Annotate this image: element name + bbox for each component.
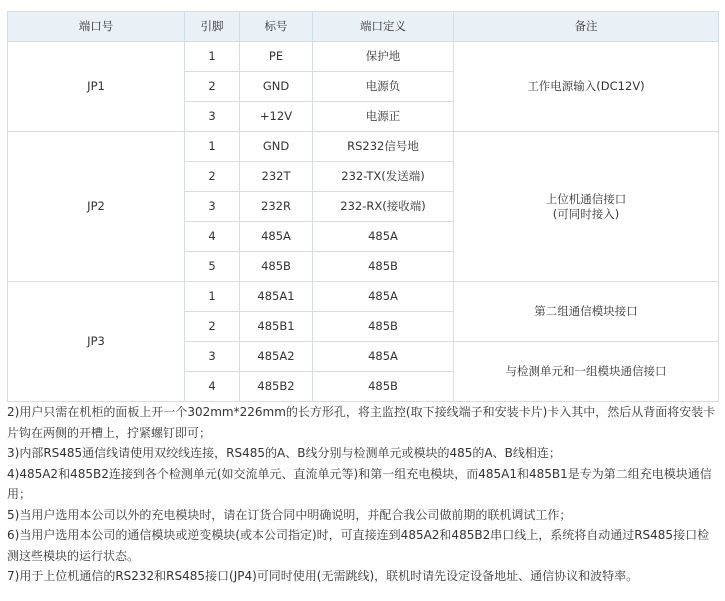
- pin-cell: 2: [185, 72, 240, 102]
- definition-cell: 保护地: [313, 42, 454, 72]
- definition-cell: 电源正: [313, 102, 454, 132]
- pin-cell: 3: [185, 192, 240, 222]
- label-cell: 232R: [240, 192, 313, 222]
- label-cell: GND: [240, 72, 313, 102]
- definition-cell: 485B: [313, 312, 454, 342]
- table-row: [8, 42, 719, 72]
- note-paragraph: 5)当用户选用本公司以外的充电模块时，请在订货合同中明确说明，并配合我公司做前期的联机调试工作；: [7, 507, 572, 522]
- note-paragraph: 3)内部RS485通信线请使用双绞线连接，RS485的A、B线分别与检测单元或模块的485的A、B线相连；: [7, 446, 561, 460]
- definition-cell: 485A: [313, 342, 454, 372]
- label-cell: PE: [240, 42, 313, 72]
- pin-cell: 1: [185, 282, 240, 312]
- definition-cell: RS232信号地: [313, 132, 454, 162]
- header-definition: 端口定义: [313, 12, 454, 42]
- pin-cell: 1: [185, 132, 240, 162]
- header-remark: 备注: [454, 12, 719, 42]
- remark-line: 工作电源输入(DC12V): [527, 79, 645, 93]
- pin-cell: 4: [185, 222, 240, 252]
- label-cell: 485A: [240, 222, 313, 252]
- definition-cell: 485A: [313, 282, 454, 312]
- pin-cell: 5: [185, 252, 240, 282]
- remark-cell: [454, 342, 719, 402]
- remark-cell: [454, 42, 719, 132]
- table-row: [8, 132, 719, 162]
- port-definition-table: [7, 11, 719, 402]
- definition-cell: 485A: [313, 222, 454, 252]
- definition-cell: 485B: [313, 252, 454, 282]
- remark-cell: [454, 282, 719, 342]
- label-cell: GND: [240, 132, 313, 162]
- note-paragraph: 4)485A2和485B2连接到各个检测单元(如交流单元、直流单元等)和第一组充电模块，而485A1和485B1是专为第二组充电模块通信用；: [7, 466, 712, 501]
- remark-line: 上位机通信接口: [545, 191, 627, 206]
- label-cell: 485B1: [240, 312, 313, 342]
- remark-line: 与检测单元和一组模块通信接口: [505, 364, 667, 378]
- pin-cell: 1: [185, 42, 240, 72]
- note-paragraph: 6)当用户选用本公司的通信模块或逆变模块(或本公司指定)时，可直接连到485A2和485B2串口线上，系统将自动通过RS485接口检测这些模块的运行状态。: [7, 528, 710, 563]
- note-paragraph: 2)用户只需在机柜的面板上开一个302mm*226mm的长方形孔，将主监控(取下接线端子和安装卡片)卡入其中，然后从背面将安装卡片钩在两侧的开槽上，拧紧螺钉即可；: [7, 405, 716, 440]
- definition-cell: 电源负: [313, 72, 454, 102]
- table-row: [8, 282, 719, 312]
- label-cell: 485B2: [240, 372, 313, 402]
- remark-cell: [454, 132, 719, 282]
- port-cell: JP1: [8, 42, 185, 132]
- pin-cell: 3: [185, 342, 240, 372]
- definition-cell: 232-RX(接收端): [313, 192, 454, 222]
- pin-cell: 2: [185, 312, 240, 342]
- pin-cell: 4: [185, 372, 240, 402]
- label-cell: 485A2: [240, 342, 313, 372]
- label-cell: 485B: [240, 252, 313, 282]
- note-paragraph: 7)用于上位机通信的RS232和RS485接口(JP4)可同时使用(无需跳线)，联机时请先设定设备地址、通信协议和波特率。: [7, 569, 639, 583]
- label-cell: +12V: [240, 102, 313, 132]
- remark-line: (可同时接入): [552, 206, 620, 221]
- header-label: 标号: [240, 12, 313, 42]
- table-header-row: [8, 12, 719, 42]
- pin-cell: 2: [185, 162, 240, 192]
- header-port: 端口号: [8, 12, 185, 42]
- remark-line: 第二组通信模块接口: [534, 304, 638, 318]
- port-cell: JP3: [8, 282, 185, 402]
- port-cell: JP2: [8, 132, 185, 282]
- definition-cell: 485B: [313, 372, 454, 402]
- pin-cell: 3: [185, 102, 240, 132]
- label-cell: 232T: [240, 162, 313, 192]
- header-pin: 引脚: [185, 12, 240, 42]
- label-cell: 485A1: [240, 282, 313, 312]
- notes-section: [7, 402, 718, 587]
- definition-cell: 232-TX(发送端): [313, 162, 454, 192]
